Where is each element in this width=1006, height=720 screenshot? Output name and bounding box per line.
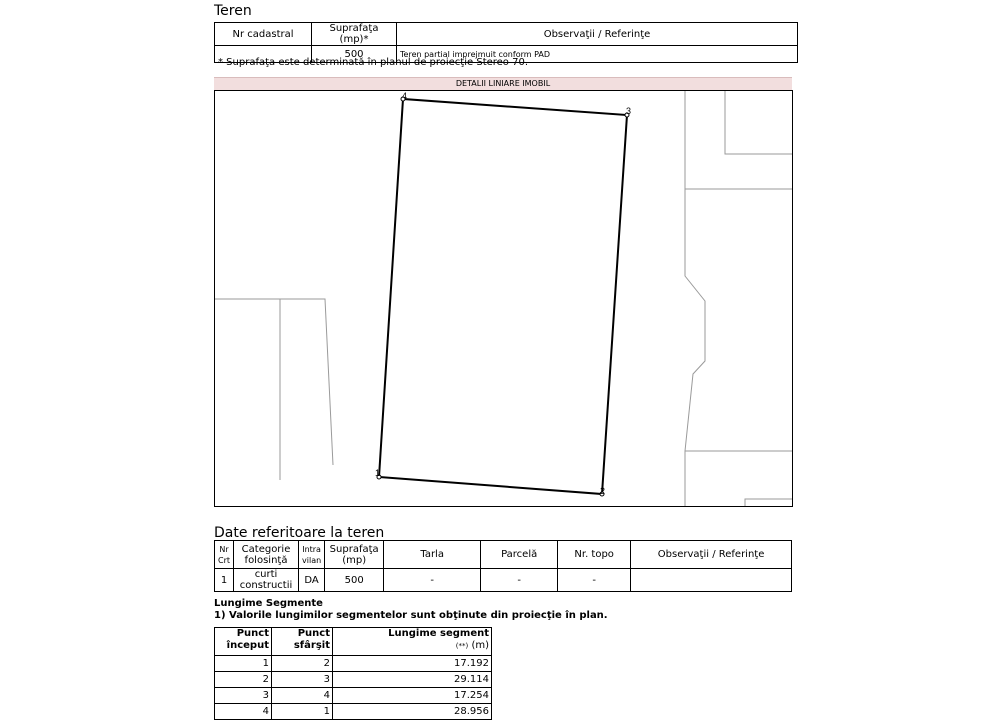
lungime-subtitle: 1) Valorile lungimilor segmentelor sunt obţinute din proiecţie în plan. <box>214 610 608 621</box>
header-nr-cadastral: Nr cadastral <box>215 23 312 46</box>
table-row <box>215 672 492 688</box>
parcel-boundary <box>379 99 627 494</box>
header-lungime-unit <box>335 640 489 652</box>
unit-prefix: (**) <box>455 642 469 650</box>
plan-map <box>214 90 793 507</box>
cell-length: 17.192 <box>333 656 492 672</box>
cell-start: 3 <box>215 688 272 704</box>
cell-length: 17.254 <box>333 688 492 704</box>
cell-start: 1 <box>215 656 272 672</box>
cell-nr-topo: - <box>558 569 631 592</box>
cell-parcela: - <box>481 569 558 592</box>
header-lungime-segment <box>333 628 492 656</box>
cell-end: 4 <box>272 688 333 704</box>
header-parcela: Parcelă <box>481 541 558 569</box>
cell-intravilan: DA <box>299 569 325 592</box>
header-tarla: Tarla <box>384 541 481 569</box>
header-punct-sfarsit: Punct sfârşit <box>272 628 333 656</box>
unit-label: (m) <box>471 640 489 651</box>
vertex-label-4: 4 <box>402 91 408 101</box>
cell-end: 1 <box>272 704 333 720</box>
table-row <box>215 656 492 672</box>
section-title-teren: Teren <box>214 3 252 19</box>
header-observatii: Observaţii / Referinţe <box>631 541 792 569</box>
cell-tarla: - <box>384 569 481 592</box>
section-title-lungime: Lungime Segmente <box>214 598 323 609</box>
header-observatii: Observaţii / Referinţe <box>397 23 798 46</box>
table-header-row <box>215 23 798 46</box>
header-suprafata: Suprafaţa (mp)* <box>312 23 397 46</box>
vertex-label-3: 3 <box>626 106 632 116</box>
header-intravilan: Intra vilan <box>299 541 325 569</box>
cell-suprafata: 500 <box>312 46 397 63</box>
neighbour-parcel-right-upper <box>685 91 792 189</box>
teren-footnote: * Suprafaţa este determinată în planul de proiecţie Stereo 70. <box>218 57 529 68</box>
vertex-label-1: 1 <box>375 468 381 478</box>
header-lungime-label: Lungime segment <box>388 628 489 639</box>
neighbour-parcel-left-inner <box>280 299 333 465</box>
header-nr-topo: Nr. topo <box>558 541 631 569</box>
cell-observatii <box>631 569 792 592</box>
header-suprafata: Suprafaţa (mp) <box>325 541 384 569</box>
section-title-date-teren: Date referitoare la teren <box>214 525 385 541</box>
table-header-row <box>215 541 792 569</box>
cell-length: 28.956 <box>333 704 492 720</box>
cell-end: 2 <box>272 656 333 672</box>
table-row <box>215 704 492 720</box>
header-categorie: Categorie folosinţă <box>234 541 299 569</box>
plan-banner: DETALII LINIARE IMOBIL <box>214 77 792 90</box>
cell-suprafata: 500 <box>325 569 384 592</box>
cell-start: 2 <box>215 672 272 688</box>
lungime-table <box>214 627 492 720</box>
cell-nr-crt: 1 <box>215 569 234 592</box>
table-header-row <box>215 628 492 656</box>
neighbour-parcel-left <box>215 299 280 480</box>
neighbour-parcel-bottom-right <box>745 499 792 506</box>
header-punct-inceput: Punct început <box>215 628 272 656</box>
table-row <box>215 569 792 592</box>
cell-length: 29.114 <box>333 672 492 688</box>
plan-svg <box>215 91 792 506</box>
cell-observatii: Teren partial imprejmuit conform PAD <box>397 46 798 63</box>
parcel-vertices <box>377 97 632 496</box>
vertex-label-2: 2 <box>600 486 606 496</box>
date-teren-table <box>214 540 792 592</box>
road-edge-right <box>685 189 705 506</box>
neighbour-parcels <box>215 91 792 506</box>
header-nr-crt: Nr Crt <box>215 541 234 569</box>
cell-start: 4 <box>215 704 272 720</box>
neighbour-parcel-top-right <box>725 91 792 154</box>
table-row <box>215 688 492 704</box>
cell-end: 3 <box>272 672 333 688</box>
cell-categorie: curti constructii <box>234 569 299 592</box>
